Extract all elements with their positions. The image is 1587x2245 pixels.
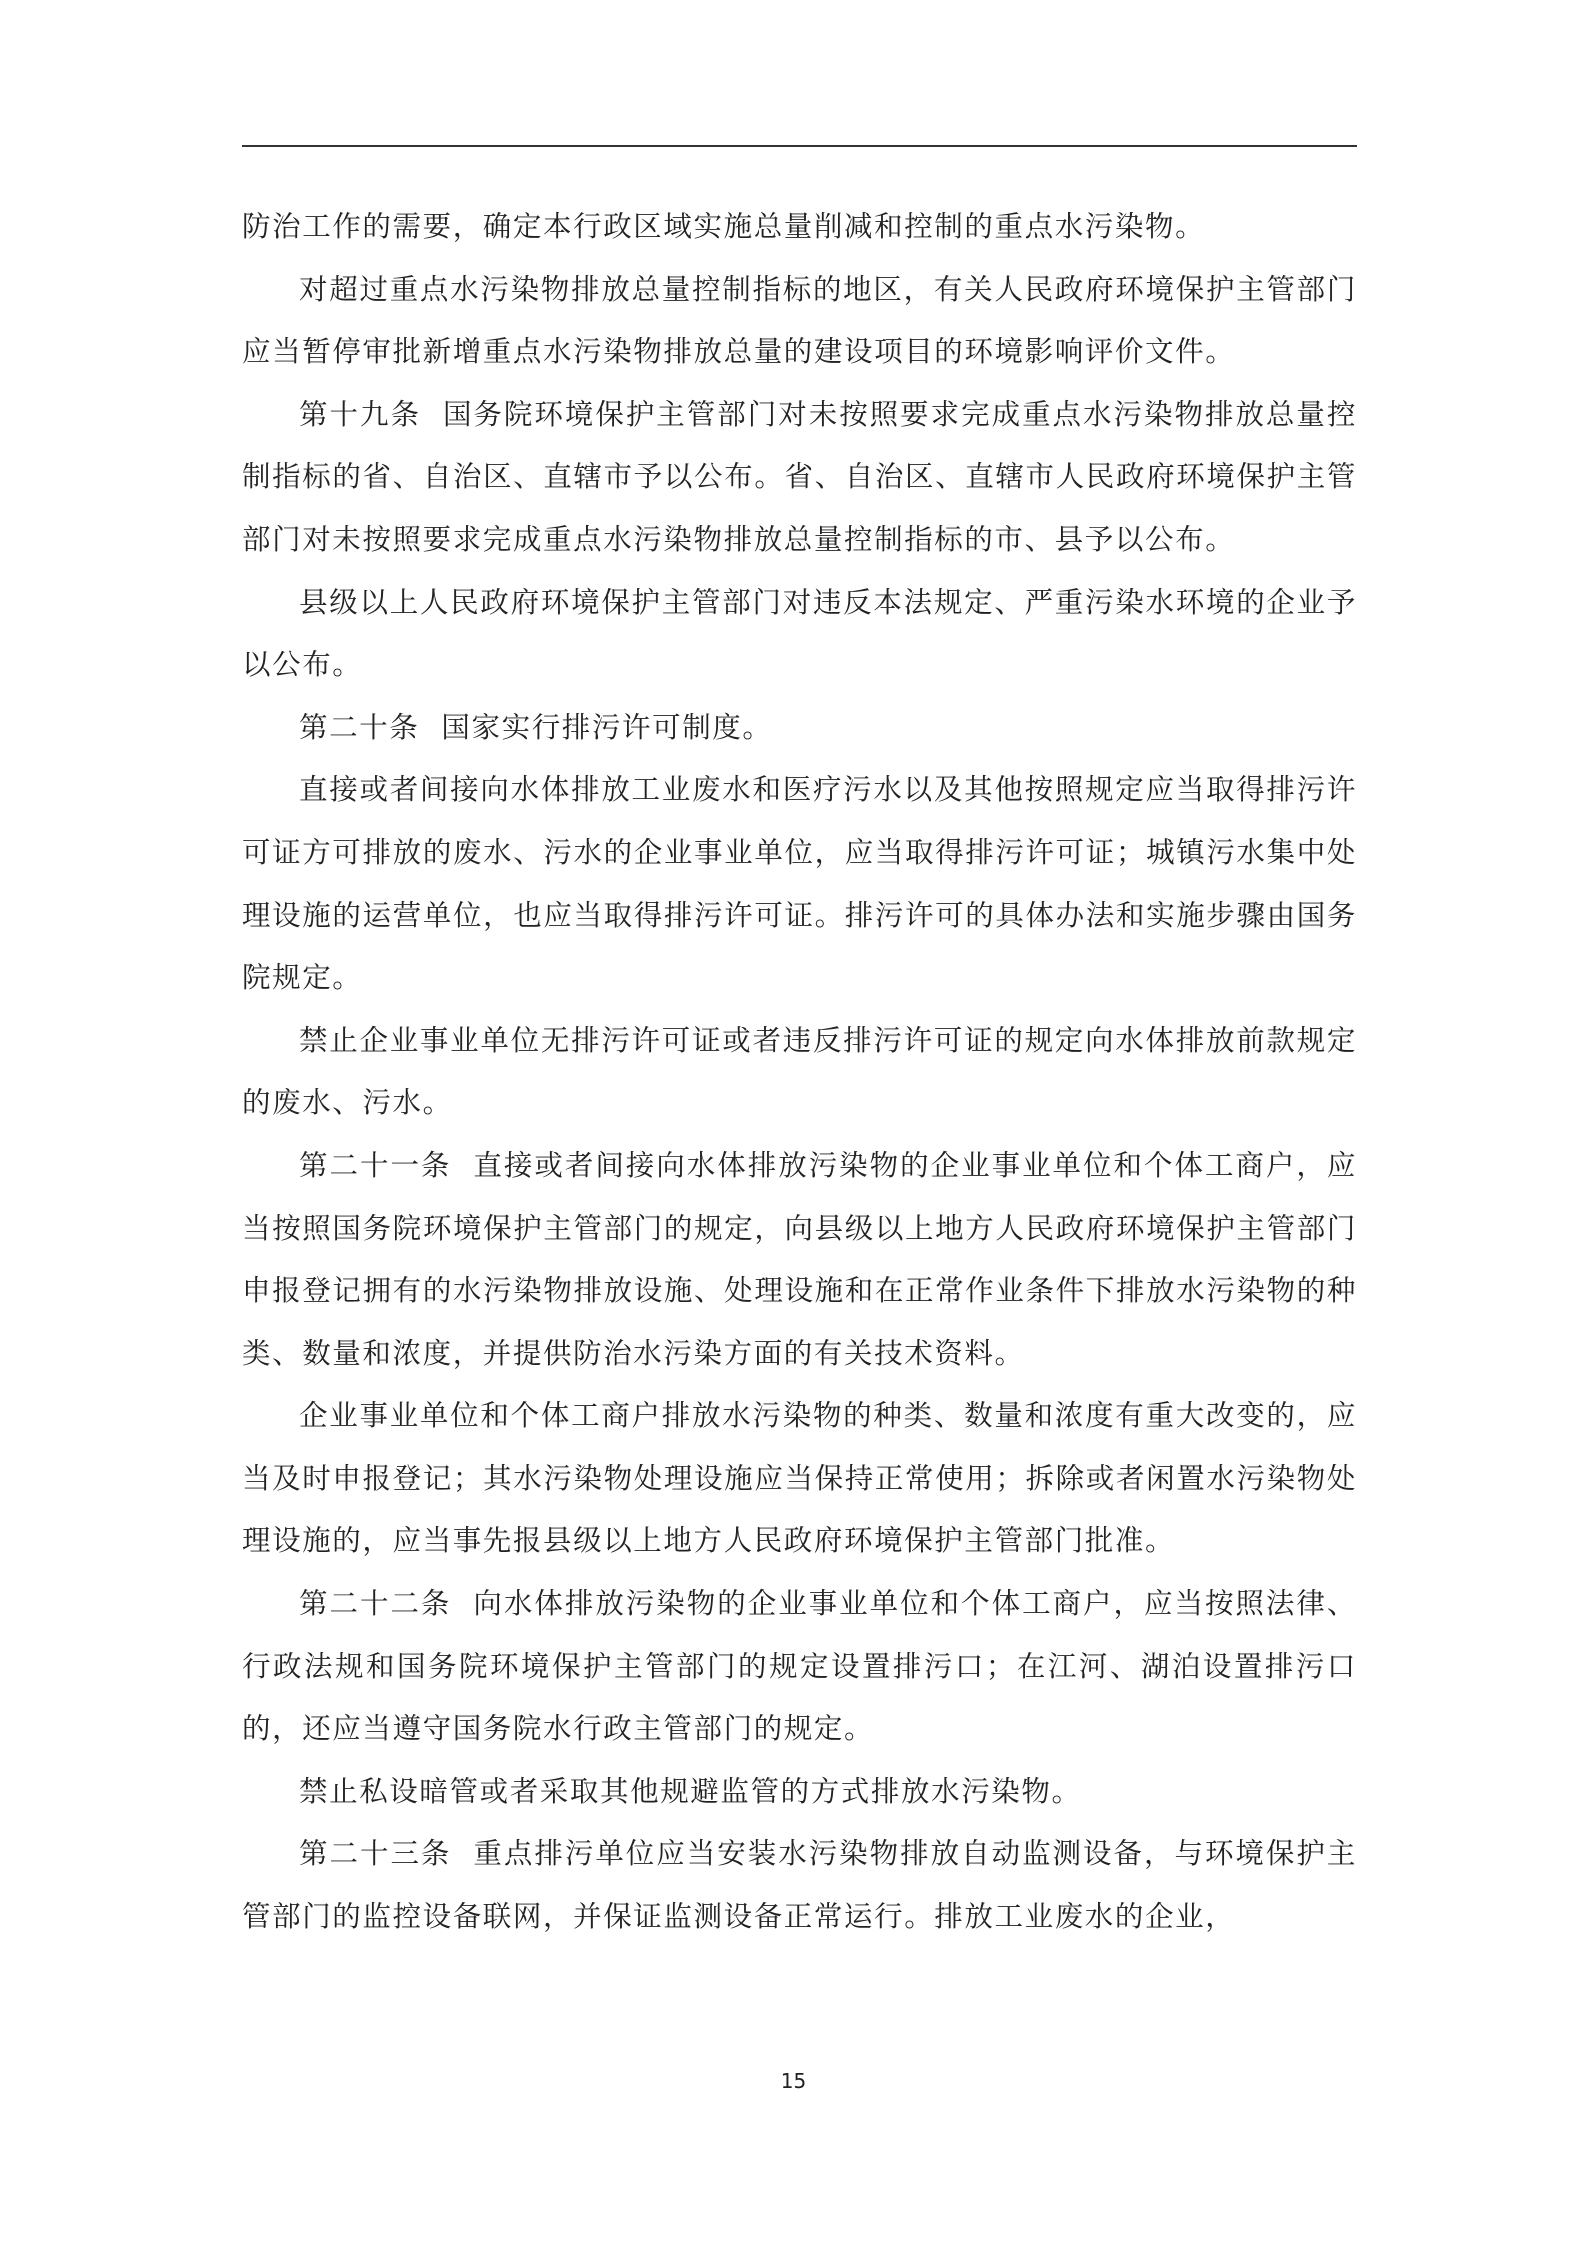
paragraph: [242, 572, 1357, 697]
paragraph-text: 直接或者间接向水体排放工业废水和医疗污水以及其他按照规定应当取得排污许可证方可排放的废水、污水的企业事业单位，应当取得排污许可证；城镇污水集中处理设施的运营单位，也应当取得排污许可证。排污许可的具体办法和实施步骤由国务院规定。: [242, 773, 1357, 995]
paragraph: [242, 1823, 1357, 1948]
paragraph-text: 国务院环境保护主管部门对未按照要求完成重点水污染物排放总量控制指标的省、自治区、直辖市予以公布。省、自治区、直辖市人民政府环境保护主管部门对未按照要求完成重点水污染物排放总量控制指标的市、县予以公布。: [242, 397, 1357, 556]
article-number: 第十九条: [299, 397, 421, 431]
paragraph: [242, 196, 1357, 259]
paragraph: [242, 1010, 1357, 1135]
page-body: [242, 196, 1357, 1949]
paragraph-text: 对超过重点水污染物排放总量控制指标的地区，有关人民政府环境保护主管部门应当暂停审批新增重点水污染物排放总量的建设项目的环境影响评价文件。: [242, 272, 1357, 369]
paragraph-text: 企业事业单位和个体工商户排放水污染物的种类、数量和浓度有重大改变的，应当及时申报登记；其水污染物处理设施应当保持正常使用；拆除或者闲置水污染物处理设施的，应当事先报县级以上地方人民政府环境保护主管部门批准。: [242, 1399, 1357, 1558]
article-number: 第二十一条: [299, 1148, 452, 1182]
paragraph-text: 国家实行排污许可制度。: [441, 710, 773, 744]
paragraph: [242, 384, 1357, 572]
article-number: 第二十二条: [299, 1587, 452, 1621]
paragraph-text: 直接或者间接向水体排放污染物的企业事业单位和个体工商户，应当按照国务院环境保护主管部门的规定，向县级以上地方人民政府环境保护主管部门申报登记拥有的水污染物排放设施、处理设施和在正常作业条件下排放水污染物的种类、数量和浓度，并提供防治水污染方面的有关技术资料。: [242, 1148, 1357, 1370]
article-number: 第二十条: [299, 710, 420, 744]
paragraph-text: 禁止私设暗管或者采取其他规避监管的方式排放水污染物。: [299, 1774, 1082, 1808]
paragraph: [242, 1135, 1357, 1385]
paragraph: [242, 1573, 1357, 1761]
paragraph: [242, 1761, 1357, 1824]
page-number: 15: [780, 2069, 807, 2093]
paragraph-text: 禁止企业事业单位无排污许可证或者违反排污许可证的规定向水体排放前款规定的废水、污水。: [242, 1023, 1357, 1120]
paragraph-text: 县级以上人民政府环境保护主管部门对违反本法规定、严重污染水环境的企业予以公布。: [242, 585, 1357, 682]
header-rule: [242, 145, 1357, 147]
paragraph-text: 重点排污单位应当安装水污染物排放自动监测设备，与环境保护主管部门的监控设备联网，并保证监测设备正常运行。排放工业废水的企业，: [242, 1837, 1357, 1934]
paragraph: [242, 259, 1357, 384]
paragraph: [242, 759, 1357, 1009]
paragraph: [242, 697, 1357, 760]
paragraph: [242, 1385, 1357, 1573]
article-number: 第二十三条: [299, 1837, 452, 1871]
paragraph-text: 防治工作的需要，确定本行政区域实施总量削减和控制的重点水污染物。: [242, 210, 1206, 243]
paragraph-text: 向水体排放污染物的企业事业单位和个体工商户，应当按照法律、行政法规和国务院环境保护主管部门的规定设置排污口；在江河、湖泊设置排污口的，还应当遵守国务院水行政主管部门的规定。: [242, 1587, 1357, 1746]
